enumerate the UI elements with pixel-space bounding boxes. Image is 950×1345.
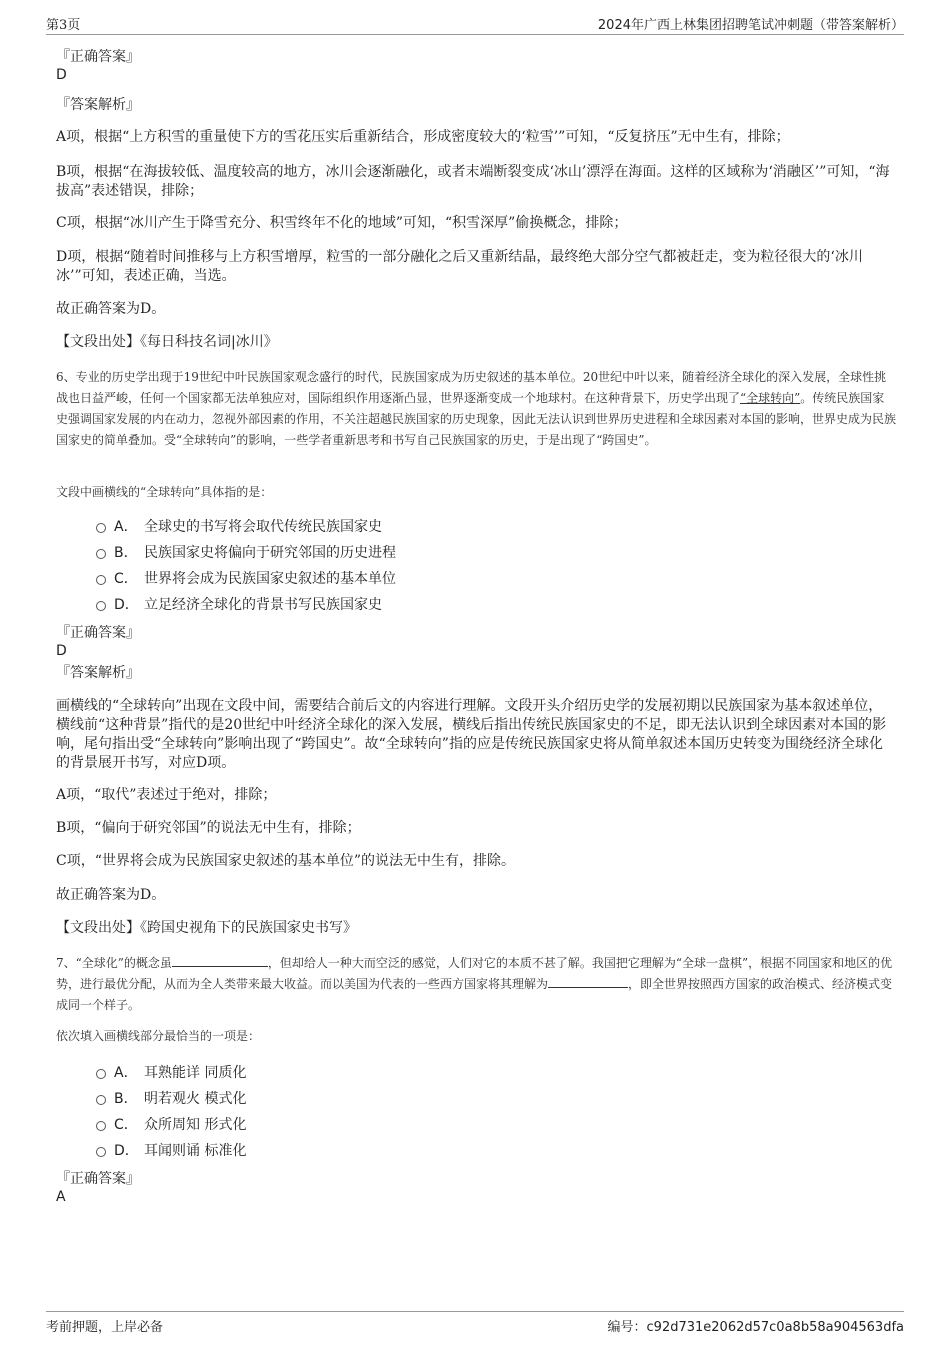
q6-option-c[interactable]: C． 世界将会成为民族国家史叙述的基本单位	[96, 569, 796, 589]
document-title: 2024年广西上林集团招聘笔试冲刺题（带答案解析）	[597, 18, 904, 33]
q5-analysis-b: B项，根据“在海拔较低、温度较高的地方，冰川会逐渐融化，或者末端断裂变成‘冰山’漂浮在海面。这样的区域称为‘消融区’”可知，“海拔高”表述错误，排除；	[56, 164, 890, 199]
q6-passage: 6、专业的历史学出现于19世纪中叶民族国家观念盛行的时代，民族国家成为历史叙述的基本单位。20世纪中叶以来，随着经济全球化的深入发展，全球性挑战也日益严峻，任何一个国家都无法单独应对，国际组织作用逐渐凸显，世界逐渐变成一个地球村。在这种背景下，历史学出现了“全球转向”。传统民族国家史强调国家发展的内在动力，忽视外部因素的作用，不关注超越民族国家的历史现象，因此无法认识到世界历史进程和全球因素对本国的影响，世界史成为民族国家史的简单叠加。受“全球转向”的影响，一些学者重新思考和书写自己民族国家的历史，于是出现了“跨国史”。	[56, 370, 897, 447]
radio-icon[interactable]	[96, 549, 106, 559]
q7-option-d[interactable]: D． 耳闻则诵 标准化	[96, 1141, 796, 1161]
q6-option-d[interactable]: D． 立足经济全球化的背景书写民族国家史	[96, 595, 796, 615]
q5-analysis-a: A项，根据“上方积雪的重量使下方的雪花压实后重新结合，形成密度较大的‘粒雪’”可知，“反复挤压”无中生有，排除；	[56, 129, 790, 145]
radio-icon[interactable]	[96, 1069, 106, 1079]
footer-slogan: 考前押题，上岸必备	[46, 1320, 164, 1335]
q7-option-a[interactable]: A． 耳熟能详 同质化	[96, 1063, 796, 1083]
q6-answer: D	[56, 643, 67, 659]
q5-analysis-label: 『答案解析』	[56, 97, 140, 113]
radio-icon[interactable]	[96, 1147, 106, 1157]
q5-analysis-c: C项，根据“冰川产生于降雪充分、积雪终年不化的地域”可知，“积雪深厚”偷换概念，排除；	[56, 215, 628, 231]
q5-source: 【文段出处】《每日科技名词|冰川》	[56, 334, 278, 350]
radio-icon[interactable]	[96, 601, 106, 611]
q6-analysis-c: C项，“世界将会成为民族国家史叙述的基本单位”的说法无中生有，排除。	[56, 853, 516, 869]
q5-conclusion: 故正确答案为D。	[56, 301, 166, 317]
q5-answer: D	[56, 67, 67, 83]
q6-source: 【文段出处】《跨国史视角下的民族国家史书写》	[56, 920, 357, 936]
page-header	[46, 14, 904, 35]
q7-blank-1	[172, 953, 268, 967]
radio-icon[interactable]	[96, 1095, 106, 1105]
q6-answer-label: 『正确答案』	[56, 625, 140, 641]
q6-prompt: 文段中画横线的“全球转向”具体指的是：	[56, 485, 273, 499]
q7-option-c[interactable]: C． 众所周知 形式化	[96, 1115, 796, 1135]
q6-underlined-term: “全球转向”	[740, 391, 801, 405]
page-footer	[46, 1311, 904, 1334]
q7-passage: 7、“全球化”的概念虽 ，但却给人一种大而空泛的感觉，人们对它的本质不甚了解。我国把它理解为“全球一盘棋”，根据不同国家和地区的优势，进行最优分配，从而为全人类带来最大收益。而以美国为代表的一些西方国家将其理解为 ，即全世界按照西方国家的政治模式、经济模式变成同一个样子。	[56, 953, 896, 1016]
page-number: 第3页	[46, 18, 81, 33]
q6-analysis-main: 画横线的“全球转向”出现在文段中间，需要结合前后文的内容进行理解。文段开头介绍历史学的发展初期以民族国家为基本叙述单位，横线前“这种背景”指代的是20世纪中叶经济全球化的深入发展，横线后指出传统民族国家史的不足，即无法认识到全球因素对本国的影响，尾句指出受“全球转向”影响出现了“跨国史”。故“全球转向”指的应是传统民族国家史将从简单叙述本国历史转变为围绕经济全球化的背景展开书写，对应D项。	[56, 698, 887, 771]
q6-conclusion: 故正确答案为D。	[56, 887, 166, 903]
q6-option-a[interactable]: A． 全球史的书写将会取代传统民族国家史	[96, 517, 796, 537]
q6-analysis-b: B项，“偏向于研究邻国”的说法无中生有，排除；	[56, 820, 361, 836]
q5-analysis-d: D项，根据“随着时间推移与上方积雪增厚，粒雪的一部分融化之后又重新结晶，最终绝大部分空气都被赶走，变为粒径很大的‘冰川冰’”可知，表述正确，当选。	[56, 249, 863, 284]
q5-answer-label: 『正确答案』	[56, 49, 140, 65]
q6-option-b[interactable]: B． 民族国家史将偏向于研究邻国的历史进程	[96, 543, 796, 563]
q7-blank-2	[548, 974, 628, 988]
q7-answer-label: 『正确答案』	[56, 1171, 140, 1187]
radio-icon[interactable]	[96, 1121, 106, 1131]
q7-answer: A	[56, 1189, 66, 1205]
q6-analysis-a: A项，“取代”表述过于绝对，排除；	[56, 787, 277, 803]
radio-icon[interactable]	[96, 523, 106, 533]
q7-option-b[interactable]: B． 明若观火 模式化	[96, 1089, 796, 1109]
document-code: 编号：c92d731e2062d57c0a8b58a904563dfa	[607, 1320, 904, 1335]
q6-analysis-label: 『答案解析』	[56, 665, 140, 681]
radio-icon[interactable]	[96, 575, 106, 585]
q7-prompt: 依次填入画横线部分最恰当的一项是：	[56, 1029, 261, 1043]
